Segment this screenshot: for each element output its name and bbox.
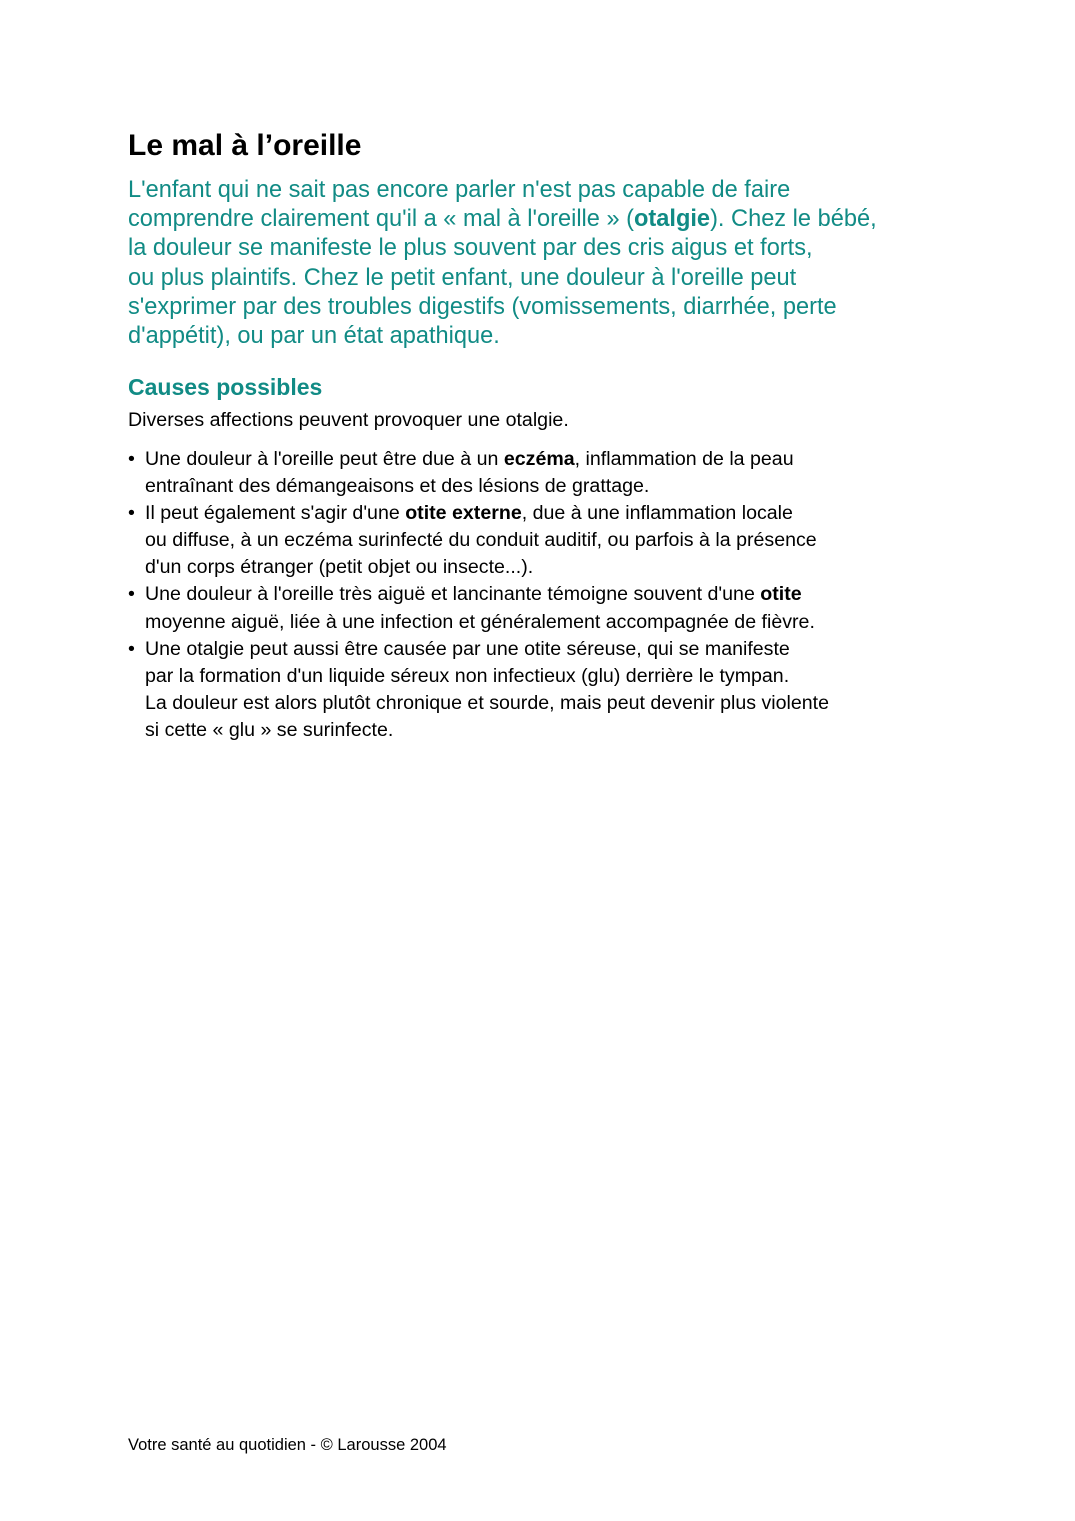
- list-item: [128, 446, 958, 500]
- intro-line: la douleur se manifeste le plus souvent par des cris aigus et forts,: [128, 235, 813, 262]
- bullet-icon: •: [128, 583, 135, 606]
- causes-list: [128, 446, 958, 744]
- intro-line: [128, 205, 958, 234]
- cause-line: entraînant des démangeaisons et des lésions de grattage.: [145, 475, 650, 498]
- list-item: [128, 581, 958, 635]
- cause-line: [145, 446, 958, 473]
- list-item: [128, 500, 958, 581]
- cause-line: Une otalgie peut aussi être causée par une otite séreuse, qui se manifeste: [145, 637, 790, 660]
- cause-text: , inflammation de la peau: [574, 448, 794, 470]
- term-eczema: eczéma: [503, 448, 575, 470]
- section-heading: Causes possibles: [128, 374, 323, 400]
- page-title: Le mal à l’oreille: [128, 129, 362, 162]
- cause-line: ou diffuse, à un eczéma surinfecté du conduit auditif, ou parfois à la présence: [145, 529, 817, 552]
- term-otite: otite: [760, 583, 802, 606]
- cause-text: Une douleur à l'oreille très aiguë et lancinante témoigne souvent d'une: [145, 583, 761, 606]
- section-lead: Diverses affections peuvent provoquer une otalgie.: [128, 409, 569, 431]
- cause-line: moyenne aiguë, liée à une infection et généralement accompagnée de fièvre.: [145, 610, 815, 633]
- term-otite-externe: otite externe: [405, 502, 522, 525]
- cause-line: par la formation d'un liquide séreux non infectieux (glu) derrière le tympan.: [145, 664, 790, 687]
- cause-line: [145, 581, 958, 608]
- cause-line: d'un corps étranger (petit objet ou insecte...).: [145, 556, 534, 579]
- cause-text: , due à une inflammation locale: [521, 502, 793, 525]
- term-otalgie: otalgie: [634, 206, 711, 233]
- list-item: [128, 636, 958, 744]
- intro-line: ou plus plaintifs. Chez le petit enfant, une douleur à l'oreille peut: [128, 264, 797, 291]
- cause-line: La douleur est alors plutôt chronique et sourde, mais peut devenir plus violente: [145, 691, 830, 714]
- bullet-icon: •: [128, 502, 135, 525]
- bullet-icon: •: [128, 637, 135, 660]
- page-footer: Votre santé au quotidien - © Larousse 2004: [128, 1436, 447, 1454]
- intro-line: s'exprimer par des troubles digestifs (vomissements, diarrhée, perte: [128, 293, 837, 320]
- bullet-icon: •: [128, 448, 135, 470]
- cause-line: si cette « glu » se surinfecte.: [145, 718, 394, 741]
- intro-text: comprendre clairement qu'il a « mal à l'oreille » (: [128, 206, 635, 233]
- cause-text: Une douleur à l'oreille peut être due à un: [145, 448, 504, 470]
- intro-line: L'enfant qui ne sait pas encore parler n'est pas capable de faire: [128, 177, 791, 203]
- cause-line: [145, 500, 958, 527]
- intro-paragraph: [128, 176, 958, 351]
- intro-line: d'appétit), ou par un état apathique.: [128, 323, 500, 350]
- intro-text: ). Chez le bébé,: [710, 206, 877, 233]
- cause-text: Il peut également s'agir d'une: [145, 502, 406, 525]
